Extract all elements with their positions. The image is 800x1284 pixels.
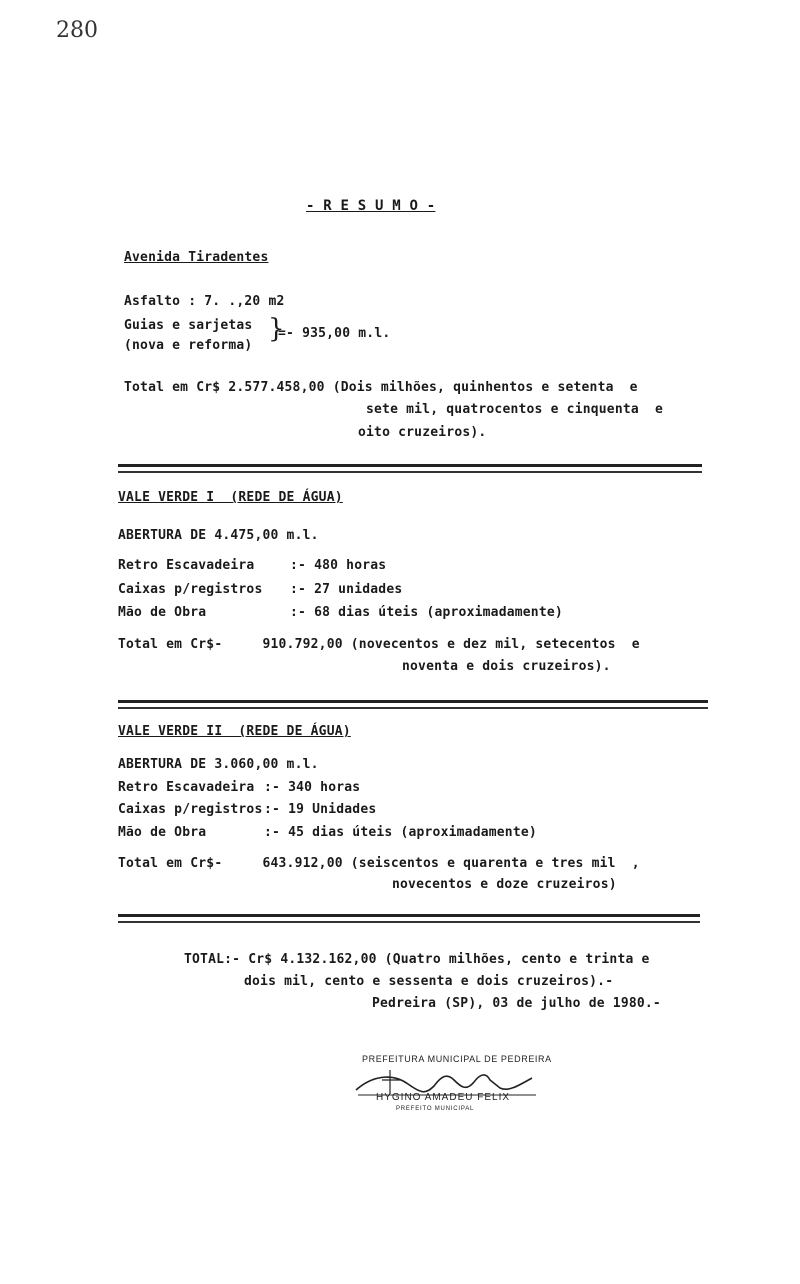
section3-item3-value: :- 45 dias úteis (aproximadamente) — [264, 825, 537, 840]
separator-line — [118, 700, 708, 703]
brace-mark: } — [268, 314, 285, 344]
stamp-role: PREFEITO MUNICIPAL — [396, 1106, 475, 1112]
section2-total-line-1: Total em Cr$- 910.792,00 (novecentos e dez mil, setecentos e — [118, 637, 640, 652]
section2-total-line-2: noventa e dois cruzeiros). — [402, 659, 611, 674]
guias-line-2: (nova e reforma) — [124, 338, 253, 353]
separator-line — [118, 707, 708, 709]
asfalto-line: Asfalto : 7. .,20 m2 — [124, 294, 285, 309]
section3-item1-value: :- 340 horas — [264, 780, 361, 795]
section3-heading: VALE VERDE II (REDE DE ÁGUA) — [118, 724, 351, 739]
guias-line-1: Guias e sarjetas — [124, 318, 253, 333]
section2-item3-label: Mão de Obra — [118, 605, 207, 620]
section3-item1-label: Retro Escavadeira — [118, 780, 255, 795]
section1-total-line-2: sete mil, quatrocentos e cinquenta e — [366, 402, 663, 417]
section2-item2-value: :- 27 unidades — [290, 582, 403, 597]
section3-total-line-1: Total em Cr$- 643.912,00 (seiscentos e quarenta e tres mil , — [118, 856, 640, 871]
section1-total-line-1: Total em Cr$ 2.577.458,00 (Dois milhões, quinhentos e setenta e — [124, 380, 638, 395]
section3-item2-label: Caixas p/registros — [118, 802, 263, 817]
section2-item3-value: :- 68 dias úteis (aproximadamente) — [290, 605, 563, 620]
stamp-name: HYGINO AMADEU FELIX — [376, 1092, 511, 1103]
section2-item1-value: :- 480 horas — [290, 558, 387, 573]
page-number: 280 — [56, 18, 98, 43]
separator-line — [118, 914, 700, 917]
separator-line — [118, 921, 700, 923]
section3-item3-label: Mão de Obra — [118, 825, 207, 840]
section3-item2-value: :- 19 Unidades — [264, 802, 377, 817]
separator-line — [118, 464, 702, 467]
place-date: Pedreira (SP), 03 de julho de 1980.- — [372, 996, 661, 1011]
section3-abertura: ABERTURA DE 3.060,00 m.l. — [118, 757, 319, 772]
section2-item2-label: Caixas p/registros — [118, 582, 263, 597]
section1-heading: Avenida Tiradentes — [124, 250, 269, 265]
grand-total-line-2: dois mil, cento e sessenta e dois cruzeiros).- — [244, 974, 614, 989]
grand-total-line-1: TOTAL:- Cr$ 4.132.162,00 (Quatro milhões, cento e trinta e — [184, 952, 650, 967]
section1-total-line-3: oito cruzeiros). — [358, 425, 487, 440]
section2-item1-label: Retro Escavadeira — [118, 558, 255, 573]
document-title: - R E S U M O - — [306, 198, 436, 214]
stamp-institution: PREFEITURA MUNICIPAL DE PEDREIRA — [362, 1054, 552, 1064]
section2-heading: VALE VERDE I (REDE DE ÁGUA) — [118, 490, 343, 505]
separator-line — [118, 471, 702, 473]
guias-value: =- 935,00 m.l. — [278, 326, 391, 341]
section3-total-line-2: novecentos e doze cruzeiros) — [392, 877, 617, 892]
section2-abertura: ABERTURA DE 4.475,00 m.l. — [118, 528, 319, 543]
